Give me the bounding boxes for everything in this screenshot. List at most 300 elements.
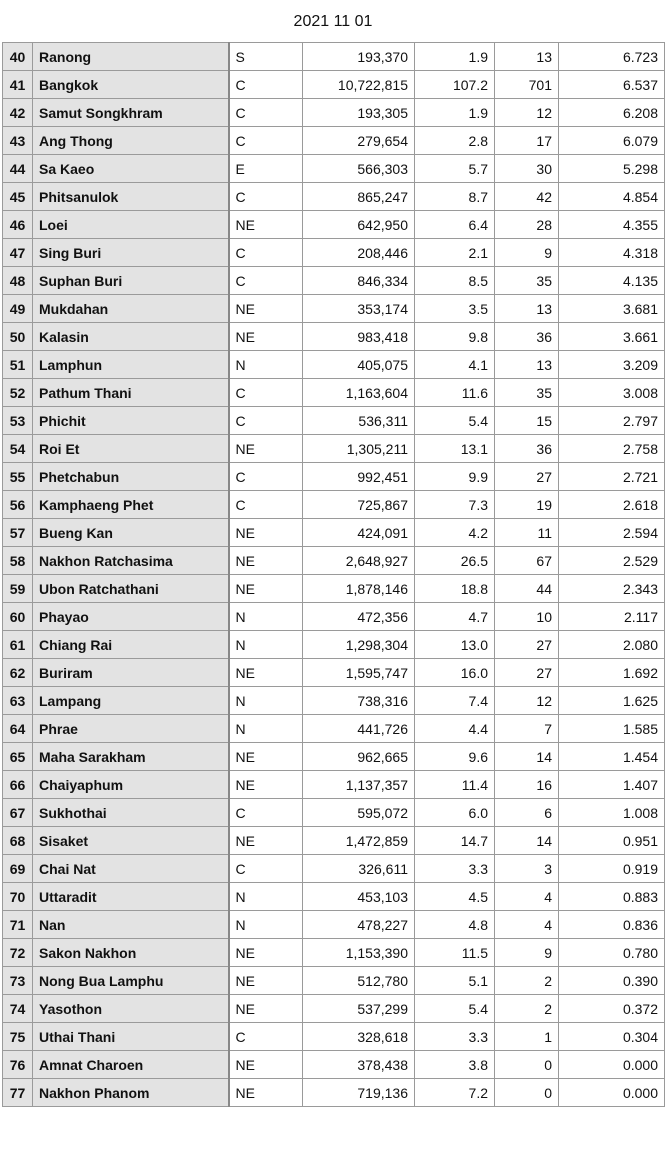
per-100k-cell: 11.5 (415, 939, 495, 967)
province-name-cell: Uttaradit (33, 883, 229, 911)
table-row (3, 491, 665, 519)
cases-cell: 67 (495, 547, 559, 575)
cases-cell: 16 (495, 771, 559, 799)
population-cell: 566,303 (303, 155, 415, 183)
population-cell: 353,174 (303, 295, 415, 323)
region-cell: NE (229, 295, 303, 323)
rate-cell: 3.209 (559, 351, 665, 379)
region-cell: NE (229, 995, 303, 1023)
rank-cell: 46 (3, 211, 33, 239)
rate-cell: 4.318 (559, 239, 665, 267)
cases-cell: 14 (495, 743, 559, 771)
rate-cell: 1.008 (559, 799, 665, 827)
region-cell: NE (229, 323, 303, 351)
table-row (3, 827, 665, 855)
per-100k-cell: 13.1 (415, 435, 495, 463)
rate-cell: 3.661 (559, 323, 665, 351)
rank-cell: 59 (3, 575, 33, 603)
region-cell: N (229, 603, 303, 631)
province-name-cell: Ranong (33, 43, 229, 71)
rate-cell: 0.390 (559, 967, 665, 995)
rate-cell: 0.951 (559, 827, 665, 855)
region-cell: C (229, 267, 303, 295)
rank-cell: 70 (3, 883, 33, 911)
cases-cell: 27 (495, 463, 559, 491)
rank-cell: 62 (3, 659, 33, 687)
region-cell: NE (229, 435, 303, 463)
province-name-cell: Buriram (33, 659, 229, 687)
table-row (3, 603, 665, 631)
rate-cell: 6.079 (559, 127, 665, 155)
population-cell: 846,334 (303, 267, 415, 295)
per-100k-cell: 14.7 (415, 827, 495, 855)
cases-cell: 701 (495, 71, 559, 99)
rate-cell: 6.723 (559, 43, 665, 71)
population-cell: 10,722,815 (303, 71, 415, 99)
province-name-cell: Mukdahan (33, 295, 229, 323)
cases-cell: 36 (495, 323, 559, 351)
cases-cell: 3 (495, 855, 559, 883)
population-cell: 595,072 (303, 799, 415, 827)
region-cell: C (229, 71, 303, 99)
region-cell: C (229, 239, 303, 267)
table-row (3, 911, 665, 939)
province-name-cell: Phitsanulok (33, 183, 229, 211)
rate-cell: 2.721 (559, 463, 665, 491)
table-row (3, 1023, 665, 1051)
province-name-cell: Chiang Rai (33, 631, 229, 659)
population-cell: 1,472,859 (303, 827, 415, 855)
region-cell: N (229, 351, 303, 379)
table-row (3, 183, 665, 211)
rate-cell: 0.000 (559, 1079, 665, 1107)
region-cell: C (229, 407, 303, 435)
rank-cell: 41 (3, 71, 33, 99)
rate-cell: 5.298 (559, 155, 665, 183)
rate-cell: 0.883 (559, 883, 665, 911)
table-row (3, 659, 665, 687)
cases-cell: 28 (495, 211, 559, 239)
rank-cell: 72 (3, 939, 33, 967)
per-100k-cell: 7.4 (415, 687, 495, 715)
province-name-cell: Chaiyaphum (33, 771, 229, 799)
province-name-cell: Ang Thong (33, 127, 229, 155)
population-cell: 328,618 (303, 1023, 415, 1051)
table-row (3, 855, 665, 883)
province-name-cell: Chai Nat (33, 855, 229, 883)
region-cell: N (229, 911, 303, 939)
region-cell: N (229, 715, 303, 743)
table-row (3, 575, 665, 603)
per-100k-cell: 3.8 (415, 1051, 495, 1079)
region-cell: NE (229, 519, 303, 547)
rate-cell: 2.758 (559, 435, 665, 463)
per-100k-cell: 16.0 (415, 659, 495, 687)
table-row (3, 351, 665, 379)
cases-cell: 7 (495, 715, 559, 743)
rate-cell: 3.008 (559, 379, 665, 407)
population-cell: 512,780 (303, 967, 415, 995)
table-row (3, 99, 665, 127)
rate-cell: 2.117 (559, 603, 665, 631)
per-100k-cell: 13.0 (415, 631, 495, 659)
rank-cell: 75 (3, 1023, 33, 1051)
population-cell: 1,153,390 (303, 939, 415, 967)
rank-cell: 50 (3, 323, 33, 351)
table-row (3, 295, 665, 323)
rank-cell: 74 (3, 995, 33, 1023)
province-name-cell: Phayao (33, 603, 229, 631)
province-name-cell: Samut Songkhram (33, 99, 229, 127)
cases-cell: 2 (495, 967, 559, 995)
table-row (3, 211, 665, 239)
rate-cell: 3.681 (559, 295, 665, 323)
region-cell: NE (229, 743, 303, 771)
per-100k-cell: 6.4 (415, 211, 495, 239)
province-name-cell: Nong Bua Lamphu (33, 967, 229, 995)
population-cell: 1,298,304 (303, 631, 415, 659)
rank-cell: 61 (3, 631, 33, 659)
population-cell: 472,356 (303, 603, 415, 631)
region-cell: C (229, 491, 303, 519)
per-100k-cell: 9.8 (415, 323, 495, 351)
per-100k-cell: 8.5 (415, 267, 495, 295)
population-cell: 992,451 (303, 463, 415, 491)
per-100k-cell: 9.6 (415, 743, 495, 771)
cases-cell: 19 (495, 491, 559, 519)
per-100k-cell: 4.8 (415, 911, 495, 939)
cases-cell: 13 (495, 351, 559, 379)
cases-cell: 13 (495, 43, 559, 71)
province-name-cell: Maha Sarakham (33, 743, 229, 771)
province-name-cell: Loei (33, 211, 229, 239)
rank-cell: 51 (3, 351, 33, 379)
per-100k-cell: 8.7 (415, 183, 495, 211)
region-cell: C (229, 1023, 303, 1051)
table-row (3, 407, 665, 435)
rate-cell: 1.407 (559, 771, 665, 799)
region-cell: NE (229, 659, 303, 687)
region-cell: C (229, 127, 303, 155)
table-row (3, 127, 665, 155)
province-name-cell: Amnat Charoen (33, 1051, 229, 1079)
rate-cell: 4.854 (559, 183, 665, 211)
population-cell: 865,247 (303, 183, 415, 211)
table-row (3, 71, 665, 99)
rank-cell: 67 (3, 799, 33, 827)
population-cell: 478,227 (303, 911, 415, 939)
per-100k-cell: 11.4 (415, 771, 495, 799)
cases-cell: 44 (495, 575, 559, 603)
population-cell: 738,316 (303, 687, 415, 715)
rank-cell: 55 (3, 463, 33, 491)
rank-cell: 63 (3, 687, 33, 715)
rate-cell: 2.343 (559, 575, 665, 603)
population-cell: 378,438 (303, 1051, 415, 1079)
region-cell: C (229, 855, 303, 883)
per-100k-cell: 5.4 (415, 995, 495, 1023)
table-row (3, 771, 665, 799)
rank-cell: 68 (3, 827, 33, 855)
cases-cell: 4 (495, 911, 559, 939)
province-name-cell: Phichit (33, 407, 229, 435)
per-100k-cell: 5.7 (415, 155, 495, 183)
cases-cell: 35 (495, 379, 559, 407)
population-cell: 405,075 (303, 351, 415, 379)
rate-cell: 0.372 (559, 995, 665, 1023)
province-name-cell: Sa Kaeo (33, 155, 229, 183)
rate-cell: 0.304 (559, 1023, 665, 1051)
population-cell: 424,091 (303, 519, 415, 547)
population-cell: 1,878,146 (303, 575, 415, 603)
province-name-cell: Nakhon Phanom (33, 1079, 229, 1107)
rank-cell: 73 (3, 967, 33, 995)
region-cell: NE (229, 771, 303, 799)
table-row (3, 379, 665, 407)
region-cell: C (229, 99, 303, 127)
per-100k-cell: 2.1 (415, 239, 495, 267)
rank-cell: 56 (3, 491, 33, 519)
table-row (3, 519, 665, 547)
cases-cell: 27 (495, 631, 559, 659)
per-100k-cell: 3.3 (415, 1023, 495, 1051)
rank-cell: 71 (3, 911, 33, 939)
region-cell: C (229, 183, 303, 211)
population-cell: 453,103 (303, 883, 415, 911)
rank-cell: 65 (3, 743, 33, 771)
per-100k-cell: 4.4 (415, 715, 495, 743)
table-row (3, 967, 665, 995)
province-name-cell: Kalasin (33, 323, 229, 351)
region-cell: N (229, 631, 303, 659)
rank-cell: 64 (3, 715, 33, 743)
province-name-cell: Nan (33, 911, 229, 939)
population-cell: 536,311 (303, 407, 415, 435)
rank-cell: 66 (3, 771, 33, 799)
province-name-cell: Kamphaeng Phet (33, 491, 229, 519)
rank-cell: 42 (3, 99, 33, 127)
population-cell: 441,726 (303, 715, 415, 743)
rate-cell: 0.919 (559, 855, 665, 883)
table-row (3, 1079, 665, 1107)
cases-cell: 6 (495, 799, 559, 827)
rate-cell: 2.529 (559, 547, 665, 575)
rate-cell: 2.594 (559, 519, 665, 547)
region-cell: S (229, 43, 303, 71)
cases-cell: 15 (495, 407, 559, 435)
table-row (3, 995, 665, 1023)
region-cell: N (229, 883, 303, 911)
province-name-cell: Lamphun (33, 351, 229, 379)
population-cell: 983,418 (303, 323, 415, 351)
province-name-cell: Roi Et (33, 435, 229, 463)
table-body (3, 43, 665, 1107)
province-name-cell: Pathum Thani (33, 379, 229, 407)
page-title: 2021 11 01 (293, 13, 373, 30)
province-name-cell: Bueng Kan (33, 519, 229, 547)
province-name-cell: Sisaket (33, 827, 229, 855)
population-cell: 537,299 (303, 995, 415, 1023)
per-100k-cell: 7.2 (415, 1079, 495, 1107)
province-name-cell: Nakhon Ratchasima (33, 547, 229, 575)
cases-cell: 35 (495, 267, 559, 295)
population-cell: 208,446 (303, 239, 415, 267)
table-row (3, 323, 665, 351)
table-row (3, 939, 665, 967)
per-100k-cell: 7.3 (415, 491, 495, 519)
population-cell: 279,654 (303, 127, 415, 155)
cases-cell: 12 (495, 99, 559, 127)
cases-cell: 30 (495, 155, 559, 183)
per-100k-cell: 18.8 (415, 575, 495, 603)
region-cell: NE (229, 939, 303, 967)
per-100k-cell: 4.7 (415, 603, 495, 631)
region-cell: NE (229, 211, 303, 239)
table-row (3, 799, 665, 827)
region-cell: C (229, 799, 303, 827)
region-cell: C (229, 463, 303, 491)
region-cell: E (229, 155, 303, 183)
rank-cell: 76 (3, 1051, 33, 1079)
per-100k-cell: 4.2 (415, 519, 495, 547)
rate-cell: 1.692 (559, 659, 665, 687)
rate-cell: 4.135 (559, 267, 665, 295)
rank-cell: 52 (3, 379, 33, 407)
province-name-cell: Uthai Thani (33, 1023, 229, 1051)
per-100k-cell: 107.2 (415, 71, 495, 99)
province-name-cell: Yasothon (33, 995, 229, 1023)
table-row (3, 43, 665, 71)
table-row (3, 631, 665, 659)
table-row (3, 687, 665, 715)
per-100k-cell: 26.5 (415, 547, 495, 575)
population-cell: 1,163,604 (303, 379, 415, 407)
rank-cell: 57 (3, 519, 33, 547)
province-name-cell: Ubon Ratchathani (33, 575, 229, 603)
rank-cell: 54 (3, 435, 33, 463)
rank-cell: 69 (3, 855, 33, 883)
rank-cell: 47 (3, 239, 33, 267)
cases-cell: 9 (495, 239, 559, 267)
rank-cell: 53 (3, 407, 33, 435)
per-100k-cell: 3.5 (415, 295, 495, 323)
per-100k-cell: 11.6 (415, 379, 495, 407)
cases-cell: 10 (495, 603, 559, 631)
cases-cell: 14 (495, 827, 559, 855)
cases-cell: 2 (495, 995, 559, 1023)
cases-cell: 0 (495, 1051, 559, 1079)
region-cell: NE (229, 967, 303, 995)
rank-cell: 40 (3, 43, 33, 71)
region-cell: NE (229, 1079, 303, 1107)
province-name-cell: Sakon Nakhon (33, 939, 229, 967)
per-100k-cell: 1.9 (415, 99, 495, 127)
cases-cell: 42 (495, 183, 559, 211)
population-cell: 1,595,747 (303, 659, 415, 687)
table-row (3, 743, 665, 771)
province-name-cell: Sukhothai (33, 799, 229, 827)
per-100k-cell: 4.1 (415, 351, 495, 379)
population-cell: 193,305 (303, 99, 415, 127)
rank-cell: 44 (3, 155, 33, 183)
table-row (3, 155, 665, 183)
region-cell: N (229, 687, 303, 715)
region-cell: C (229, 379, 303, 407)
per-100k-cell: 4.5 (415, 883, 495, 911)
table-row (3, 547, 665, 575)
province-name-cell: Lampang (33, 687, 229, 715)
rate-cell: 0.836 (559, 911, 665, 939)
rate-cell: 6.537 (559, 71, 665, 99)
province-name-cell: Bangkok (33, 71, 229, 99)
region-cell: NE (229, 827, 303, 855)
per-100k-cell: 9.9 (415, 463, 495, 491)
rate-cell: 1.585 (559, 715, 665, 743)
table-row (3, 463, 665, 491)
population-cell: 962,665 (303, 743, 415, 771)
population-cell: 193,370 (303, 43, 415, 71)
rate-cell: 2.797 (559, 407, 665, 435)
population-cell: 642,950 (303, 211, 415, 239)
rank-cell: 43 (3, 127, 33, 155)
per-100k-cell: 5.1 (415, 967, 495, 995)
per-100k-cell: 6.0 (415, 799, 495, 827)
province-name-cell: Phrae (33, 715, 229, 743)
table-row (3, 1051, 665, 1079)
population-cell: 1,137,357 (303, 771, 415, 799)
population-cell: 326,611 (303, 855, 415, 883)
rate-cell: 0.780 (559, 939, 665, 967)
per-100k-cell: 5.4 (415, 407, 495, 435)
population-cell: 1,305,211 (303, 435, 415, 463)
table-row (3, 267, 665, 295)
rank-cell: 49 (3, 295, 33, 323)
region-cell: NE (229, 547, 303, 575)
region-cell: NE (229, 1051, 303, 1079)
rate-cell: 6.208 (559, 99, 665, 127)
population-cell: 2,648,927 (303, 547, 415, 575)
population-cell: 719,136 (303, 1079, 415, 1107)
province-name-cell: Sing Buri (33, 239, 229, 267)
table-row (3, 715, 665, 743)
table-row (3, 239, 665, 267)
cases-cell: 9 (495, 939, 559, 967)
rank-cell: 77 (3, 1079, 33, 1107)
cases-cell: 1 (495, 1023, 559, 1051)
region-cell: NE (229, 575, 303, 603)
rank-cell: 48 (3, 267, 33, 295)
table-row (3, 883, 665, 911)
province-name-cell: Suphan Buri (33, 267, 229, 295)
population-cell: 725,867 (303, 491, 415, 519)
table-row (3, 435, 665, 463)
cases-cell: 36 (495, 435, 559, 463)
rate-cell: 2.080 (559, 631, 665, 659)
rank-cell: 58 (3, 547, 33, 575)
rank-cell: 45 (3, 183, 33, 211)
cases-cell: 4 (495, 883, 559, 911)
cases-cell: 17 (495, 127, 559, 155)
cases-cell: 11 (495, 519, 559, 547)
cases-cell: 12 (495, 687, 559, 715)
rate-cell: 4.355 (559, 211, 665, 239)
rate-cell: 0.000 (559, 1051, 665, 1079)
cases-cell: 0 (495, 1079, 559, 1107)
rate-cell: 2.618 (559, 491, 665, 519)
per-100k-cell: 2.8 (415, 127, 495, 155)
cases-cell: 13 (495, 295, 559, 323)
rate-cell: 1.454 (559, 743, 665, 771)
